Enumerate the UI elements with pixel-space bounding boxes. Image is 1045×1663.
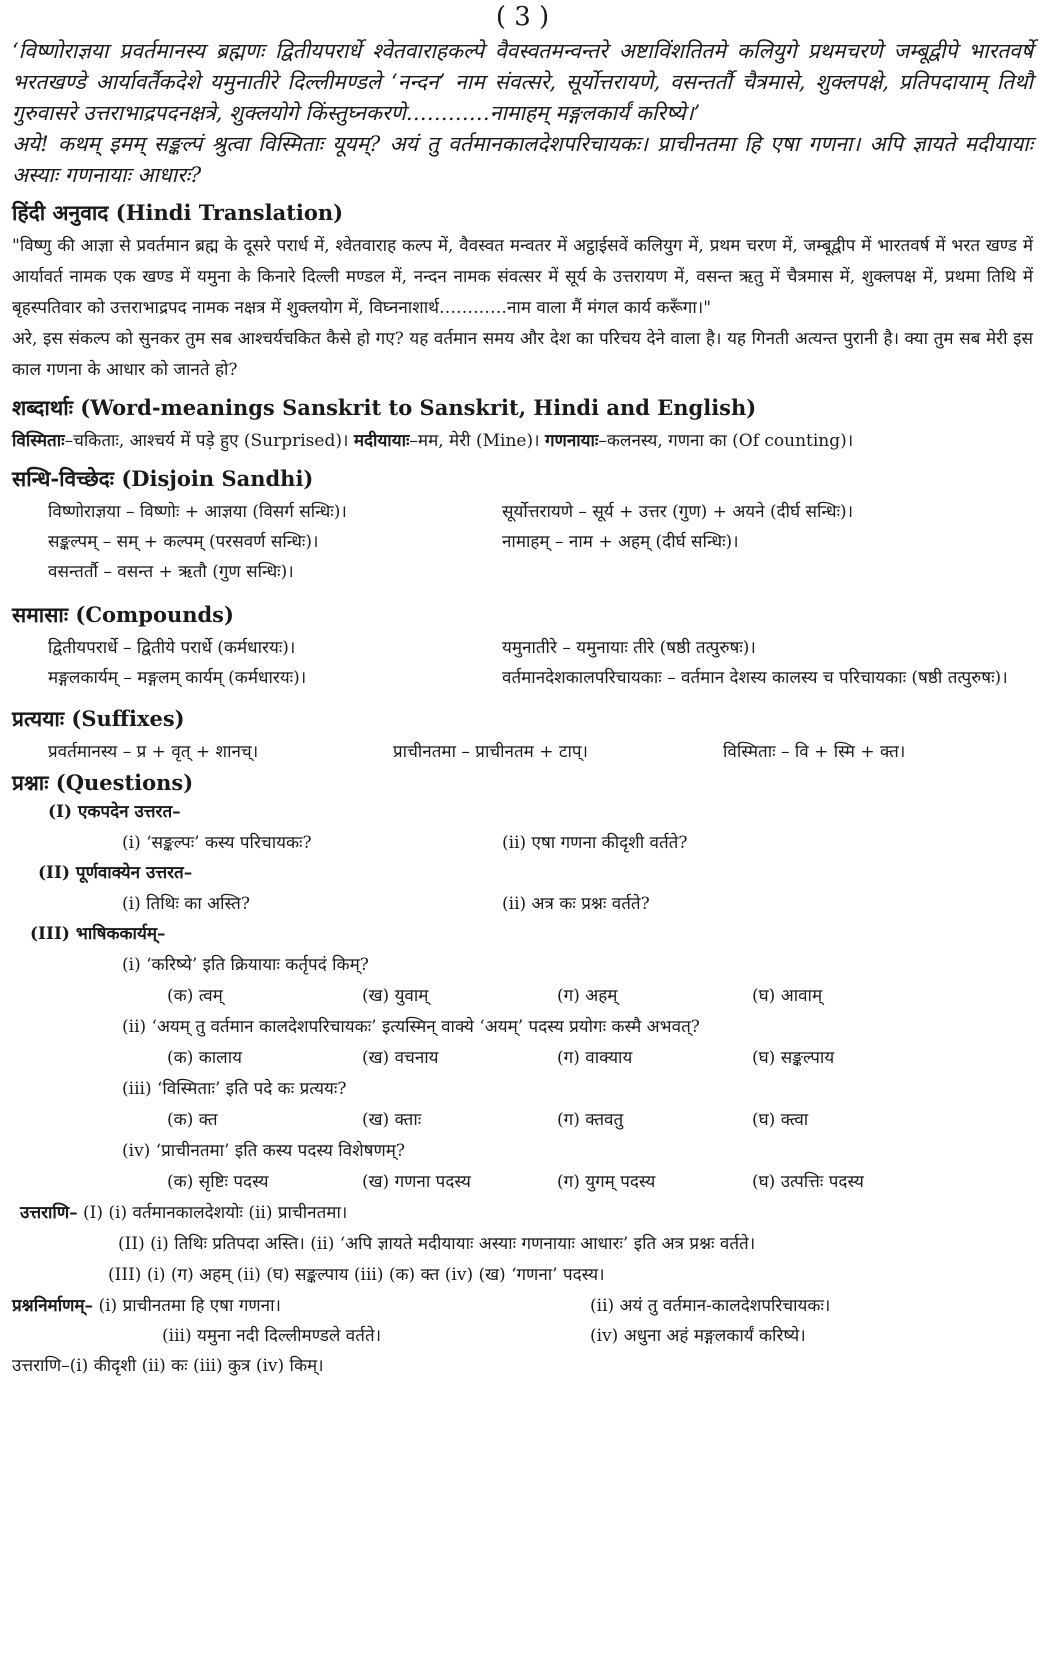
samasa-item: वर्तमानदेशकालपरिचायकाः – वर्तमान देशस्य कालस्य च परिचायकाः (षष्ठी तत्पुरुषः)। <box>502 668 1008 688</box>
sandhi-row <box>12 497 1033 527</box>
question: (iv) ‘प्राचीनतमा’ इति कस्य पदस्य विशेषणम्? <box>122 1141 406 1161</box>
question: (i) ‘करिष्ये’ इति क्रियायाः कर्तृपदं किम्? <box>122 955 369 975</box>
q2-row <box>12 889 1033 919</box>
term: मदीयायाः <box>353 431 410 451</box>
sandhi-item: नामाहम् – नाम + अहम् (दीर्घ सन्धिः)। <box>502 532 739 552</box>
suffix-item: विस्मिताः – वि + स्मि + क्त। <box>723 742 906 762</box>
question: (iii) ‘विस्मिताः’ इति पदे कः प्रत्ययः? <box>122 1079 347 1099</box>
question: (i) ‘सङ्कल्पः’ कस्य परिचायकः? <box>122 833 312 853</box>
sanskrit-passage: ‘विष्णोराज्ञया प्रवर्तमानस्य ब्रह्मणः द्वितीयपरार्धे श्वेतवाराहकल्पे वैवस्वतमन्वन्तरे अष्टाविंशतितमे कलियुगे प्रथमचरणे जम्बूद्वीपे भारतवर्षे भरतखण्डे आर्यावर्तैकदेशे यमुनातीरे दिल्लीमण्डले ‘नन्दन’ नाम संवत्सरे, सूर्योत्तरायणे, वसन्तर्तौ चैत्रमासे, शुक्लपक्षे, प्रतिपदायाम् तिथौ गुरुवासरे उत्तराभाद्रपदनक्षत्रे, शुक्लयोगे किंस्तुघ्नकरणे…………नामाहम् मङ्गलकार्यं करिष्ये।’ <box>12 39 1033 125</box>
q1-heading: (I) एकपदेन उत्तरत– <box>48 802 181 822</box>
formation-item: (i) प्राचीनतमा हि एषा गणना। <box>98 1296 281 1316</box>
sandhi-heading: सन्धि-विच्छेदः (Disjoin Sandhi) <box>12 466 314 491</box>
question: (ii) ‘अयम् तु वर्तमान कालदेशपरिचायकः’ इत्यस्मिन् वाक्ये ‘अयम्’ पदस्य प्रयोगः कस्मै अभवत्? <box>122 1017 700 1037</box>
option: (ख) युवाम् <box>362 986 429 1006</box>
sandhi-row <box>12 557 1033 587</box>
answers-label: उत्तराणि– <box>20 1203 78 1223</box>
q3-heading: (III) भाषिककार्यम्– <box>30 924 166 944</box>
option: (ग) युगम् पदस्य <box>557 1172 656 1192</box>
question-formation-label: प्रश्ननिर्माणम्– <box>12 1296 94 1316</box>
hindi-translation-heading: हिंदी अनुवाद (Hindi Translation) <box>12 200 344 225</box>
hindi-translation: "विष्णु की आज्ञा से प्रवर्तमान ब्रह्म के दूसरे परार्ध में, श्वेतवाराह कल्प में, वैवस्वत मन्वतर में अट्ठाईसवें कलियुग में, प्रथम चरण में, जम्बूद्वीप में भारतवर्ष में भरत खण्ड में आर्यावर्त नामक एक खण्ड में यमुना के किनारे दिल्ली मण्डल में, नन्दन नामक संवत्सर में सूर्य के उत्तरायण में, वसन्त ऋतु में चैत्रमास में, शुक्लपक्ष में, प्रथमा तिथि में बृहस्पतिवार को उत्तराभाद्रपद नामक नक्षत्र में शुक्लयोग में, विघ्ननाशार्थ…………नाम वाला मैं मंगल कार्य करूँगा।" <box>12 236 1033 318</box>
q2-heading: (II) पूर्णवाक्येन उत्तरत– <box>38 863 193 883</box>
option: (ख) क्ताः <box>362 1110 422 1130</box>
option: (घ) सङ्कल्पाय <box>752 1048 835 1068</box>
answer-line: (II) (i) तिथिः प्रतिपदा अस्ति। (ii) ‘अपि ज्ञायते मदीयायाः अस्याः गणनायाः आधारः’ इति अत्र प्रश्नः वर्तते। <box>118 1234 756 1254</box>
samasa-row <box>12 663 1033 693</box>
sandhi-item: वसन्तर्तौ – वसन्त + ऋतौ (गुण सन्धिः)। <box>48 562 294 582</box>
samasa-item: मङ्गलकार्यम् – मङ्गलम् कार्यम् (कर्मधारयः)। <box>48 668 307 688</box>
option: (घ) आवाम् <box>752 986 823 1006</box>
questions-heading: प्रश्नाः (Questions) <box>12 770 194 795</box>
word-meanings-heading: शब्दार्थाः (Word-meanings Sanskrit to Sanskrit, Hindi and English) <box>12 395 757 420</box>
sandhi-item: सूर्योत्तरायणे – सूर्य + उत्तर (गुण) + अयने (दीर्घ सन्धिः)। <box>502 502 854 522</box>
samasa-heading: समासाः (Compounds) <box>12 602 234 627</box>
option: (ग) क्तवतु <box>557 1110 624 1130</box>
question-formation-row <box>12 1291 1033 1321</box>
question: (ii) अत्र कः प्रश्नः वर्तते? <box>502 894 650 914</box>
suffix-item: प्रवर्तमानस्य – प्र + वृत् + शानच्। <box>48 742 259 762</box>
suffix-item: प्राचीनतमा – प्राचीनतम + टाप्। <box>393 742 588 762</box>
options <box>12 1043 1033 1074</box>
meaning: –कलनस्य, गणना का (Of counting)। <box>598 431 854 451</box>
word-meanings <box>12 426 1033 457</box>
samasa-row <box>12 633 1033 663</box>
option: (ख) गणना पदस्य <box>362 1172 471 1192</box>
option: (घ) उत्पत्तिः पदस्य <box>752 1172 864 1192</box>
option: (क) सृष्टिः पदस्य <box>167 1172 269 1192</box>
meaning: –चकिताः, आश्चर्य में पड़े हुए (Surprised)। <box>64 431 349 451</box>
option: (ग) अहम् <box>557 986 618 1006</box>
question: (i) तिथिः का अस्ति? <box>122 894 250 914</box>
hindi-translation-2: अरे, इस संकल्प को सुनकर तुम सब आश्चर्यचकित कैसे हो गए? यह वर्तमान समय और देश का परिचय देने वाला है। यह गिनती अत्यन्त पुरानी है। क्या तुम सब मेरी इस काल गणना के आधार को जानते हो? <box>12 329 1033 380</box>
answer-line: (I) (i) वर्तमानकालदेशयोः (ii) प्राचीनतमा। <box>83 1203 348 1223</box>
samasa-item: द्वितीयपरार्धे – द्वितीये परार्धे (कर्मधारयः)। <box>48 638 296 658</box>
formation-item: (ii) अयं तु वर्तमान-कालदेशपरिचायकः। <box>590 1296 831 1316</box>
meaning: –मम, मेरी (Mine)। <box>409 431 540 451</box>
term: गणनायाः <box>544 431 599 451</box>
q1-row <box>12 828 1033 858</box>
sandhi-item: विष्णोराज्ञया – विष्णोः + आज्ञया (विसर्ग सन्धिः)। <box>48 502 347 522</box>
formation-item: (iii) यमुना नदी दिल्लीमण्डले वर्तते। <box>162 1326 382 1346</box>
formation-item: (iv) अधुना अहं मङ्गलकार्यं करिष्ये। <box>590 1326 806 1346</box>
term: विस्मिताः <box>12 431 65 451</box>
sanskrit-passage-2: अये! कथम् इमम् सङ्कल्पं श्रुत्वा विस्मिताः यूयम्? अयं तु वर्तमानकालदेशपरिचायकः। प्राचीनतमा हि एषा गणना। अपि ज्ञायते मदीयायाः अस्याः गणनायाः आधारः? <box>12 132 1033 187</box>
answer-line: (III) (i) (ग) अहम् (ii) (घ) सङ्कल्पाय (iii) (क) क्त (iv) (ख) ‘गणना’ पदस्य। <box>108 1265 605 1285</box>
samasa-item: यमुनातीरे – यमुनायाः तीरे (षष्ठी तत्पुरुषः)। <box>502 638 756 658</box>
option: (क) कालाय <box>167 1048 242 1068</box>
option: (क) त्वम् <box>167 986 223 1006</box>
options <box>12 981 1033 1012</box>
final-answers: उत्तराणि–(i) कीदृशी (ii) कः (iii) कुत्र (iv) किम्। <box>12 1356 324 1376</box>
question-formation-row <box>12 1321 1033 1351</box>
option: (घ) क्त्वा <box>752 1110 809 1130</box>
option: (ग) वाक्याय <box>557 1048 633 1068</box>
options <box>12 1105 1033 1136</box>
question: (ii) एषा गणना कीदृशी वर्तते? <box>502 833 688 853</box>
sandhi-item <box>502 557 1033 587</box>
option: (क) क्त <box>167 1110 218 1130</box>
options <box>12 1167 1033 1198</box>
suffix-row <box>12 737 1033 767</box>
suffixes-heading: प्रत्ययाः (Suffixes) <box>12 706 185 731</box>
option: (ख) वचनाय <box>362 1048 439 1068</box>
sandhi-row <box>12 527 1033 557</box>
sandhi-item: सङ्कल्पम् – सम् + कल्पम् (परसवर्ण सन्धिः)। <box>48 532 319 552</box>
answers <box>12 1198 1033 1229</box>
page-number: ( 3 ) <box>495 2 550 32</box>
